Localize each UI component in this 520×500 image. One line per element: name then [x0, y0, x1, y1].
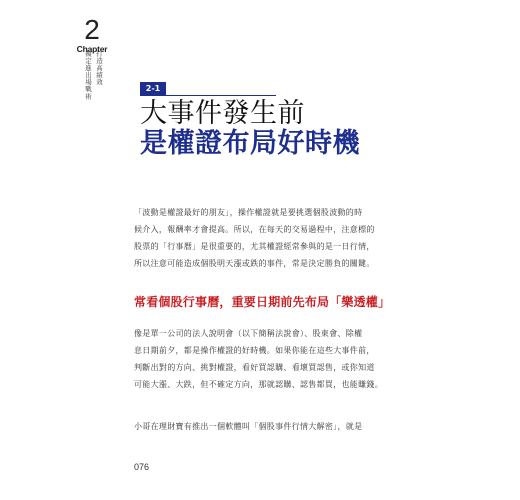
- chapter-title-vertical: [84, 50, 103, 100]
- section-heading-line2: 是權證布局好時機: [140, 128, 360, 159]
- paragraph-2: [134, 325, 409, 393]
- paragraph-line: 「波動是權證最好的朋友」，操作權證就是要挑選個股波動的時: [134, 208, 363, 217]
- paragraph-line: 像是單一公司的法人說明會（以下簡稱法說會）、股東會、除權: [134, 329, 363, 338]
- page-number: 076: [134, 462, 150, 472]
- paragraph-1: [134, 204, 409, 272]
- paragraph-line: 判斷出對的方向、挑對權證，看好買認購、看壞買認售，或你知道: [134, 363, 375, 372]
- paragraph-line: 所以注意可能造成個股明天漲或跌的事件，常是決定勝負的關鍵。: [134, 259, 375, 268]
- section-badge: 2-1: [140, 82, 166, 95]
- paragraph-line: 息日期前夕，都是操作權證的好時機。如果你能在這些大事件前，: [134, 346, 375, 355]
- paragraph-line: 小哥在理財寶有推出一個軟體叫「個股事件行情大解密」，就是: [134, 422, 363, 431]
- chapter-title-col1: 打造高績效: [95, 50, 103, 86]
- paragraph-line: 候介入，報酬率才會提高。所以，在每天的交易過程中，注意標的: [134, 225, 375, 234]
- section-heading-line1: 大事件發生前: [140, 98, 305, 129]
- paragraph-line: 股票的「行事曆」是很重要的，尤其權證經常參與的是一日行情，: [134, 242, 375, 251]
- section-rule: [140, 95, 276, 96]
- chapter-label: Chapter: [76, 44, 108, 54]
- paragraph-3: [134, 418, 409, 435]
- chapter-marker: [70, 16, 114, 54]
- paragraph-line: 可能大漲、大跌，但不確定方向，那就認購、認售都買，也能賺錢。: [134, 380, 383, 389]
- chapter-number: 2: [84, 14, 100, 45]
- chapter-title-col2: 擬定進出場戰術: [84, 50, 92, 100]
- subheading: 常看個股行事曆，重要日期前先布局「樂透權」: [134, 295, 391, 309]
